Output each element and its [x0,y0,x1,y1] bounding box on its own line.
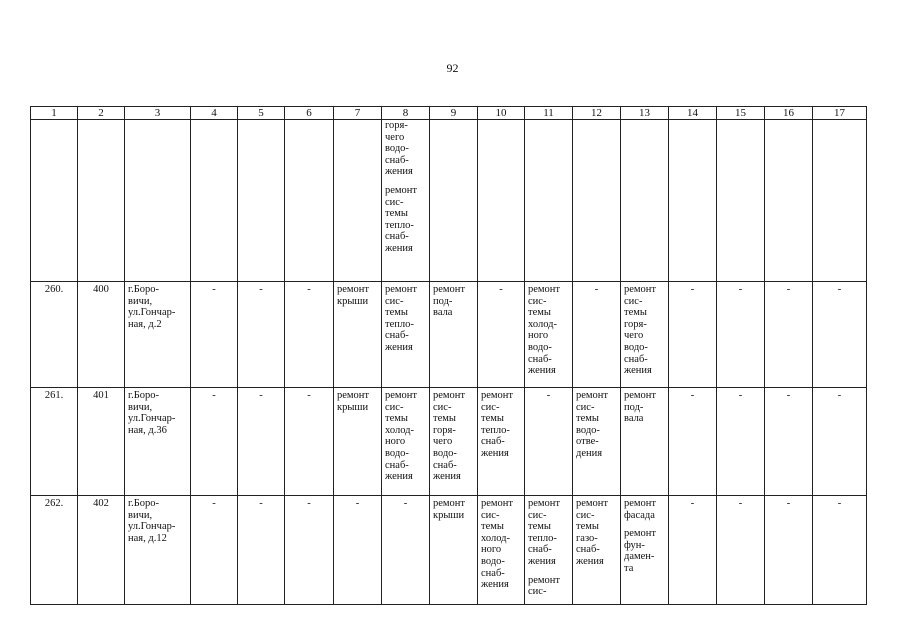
row-col-7: - [334,496,382,605]
column-number-16: 16 [765,107,813,120]
continuation-col-11 [525,120,573,282]
cell-line: фун- [624,539,645,551]
cell-line: ремонт [337,284,370,295]
row-code: 400 [78,282,125,388]
cell-line: чего [624,330,644,342]
continuation-col-5 [238,120,285,282]
table-row [31,388,867,496]
cell-line: сис- [481,509,500,521]
row-col-15: - [717,282,765,388]
cell-line: чего [433,436,453,448]
row-address [125,388,191,496]
cell-line: ремонт [385,184,418,196]
continuation-col-3 [125,120,191,282]
row-col-11 [525,496,573,605]
cell-line: сис- [433,401,452,413]
cell-line: снаб- [481,567,505,579]
column-number-9: 9 [430,107,478,120]
cell-line: ул.Гончар- [128,307,176,319]
cell-line: сис- [576,509,595,521]
continuation-col-9 [430,120,478,282]
row-col-5: - [238,496,285,605]
row-address [125,496,191,605]
row-number: 262. [31,496,78,605]
row-col-10 [478,388,525,496]
column-number-10: 10 [478,107,525,120]
cell-line: г.Боро- [128,284,160,295]
row-col-15: - [717,496,765,605]
continuation-col-15 [717,120,765,282]
continuation-col-14 [669,120,717,282]
row-col-16: - [765,282,813,388]
row-col-10 [478,496,525,605]
cell-line: темы [481,521,504,533]
cell-line: жения [385,242,413,254]
cell-line: ремонт [528,574,561,586]
cell-line: водо- [385,447,409,459]
cell-line: водо- [385,143,409,155]
cell-line: водо- [433,447,457,459]
cell-line: крыши [337,295,369,307]
cell-line: ремонт [624,498,657,509]
cell-line: ремонт [624,284,657,295]
table-row [31,496,867,605]
cell-line: крыши [433,509,465,521]
row-col-17: - [813,388,867,496]
continuation-col-4 [191,120,238,282]
cell-line: отве- [576,436,599,448]
continuation-col-8 [382,120,430,282]
column-number-6: 6 [285,107,334,120]
row-col-6: - [285,496,334,605]
column-number-15: 15 [717,107,765,120]
cell-line: жения [481,447,509,459]
cell-line: темы [624,307,647,319]
continuation-col-13 [621,120,669,282]
cell-line: темы [528,307,551,319]
cell-line: снаб- [576,544,600,556]
cell-line: сис- [385,196,404,208]
cell-line: ремонт [624,528,657,540]
row-col-13 [621,496,669,605]
row-col-13 [621,388,669,496]
row-col-4: - [191,388,238,496]
cell-line: горя- [433,424,456,436]
continuation-col-7 [334,120,382,282]
row-col-17: - [813,282,867,388]
column-number-4: 4 [191,107,238,120]
repair-schedule-table [30,106,867,605]
cell-line: темы [385,307,408,319]
cell-line: сис- [528,586,547,598]
cell-line: холод- [528,318,557,330]
cell-line: ная, д.36 [128,424,167,436]
row-address [125,282,191,388]
column-number-12: 12 [573,107,621,120]
column-number-13: 13 [621,107,669,120]
cell-line: горя- [624,318,647,330]
row-col-12 [573,496,621,605]
column-number-11: 11 [525,107,573,120]
cell-line: сис- [385,401,404,413]
continuation-col-1 [31,120,78,282]
column-number-3: 3 [125,107,191,120]
cell-line: ная, д.2 [128,318,162,330]
cell-line: чего [385,131,405,143]
cell-line: дамен- [624,551,655,563]
cell-line: ремонт [624,390,657,401]
row-col-16: - [765,496,813,605]
row-code: 402 [78,496,125,605]
continuation-col-16 [765,120,813,282]
cell-line: под- [624,401,644,413]
cell-line: ул.Гончар- [128,413,176,425]
column-number-5: 5 [238,107,285,120]
cell-line: жения [433,471,461,483]
row-col-6: - [285,388,334,496]
cell-line: сис- [385,295,404,307]
row-col-6: - [285,282,334,388]
cell-line: темы [433,413,456,425]
cell-line: сис- [624,295,643,307]
cell-line: под- [433,295,453,307]
cell-line: ная, д.12 [128,532,167,544]
table-row [31,282,867,388]
cell-line: та [624,562,634,574]
row-col-11: - [525,388,573,496]
cell-line: ремонт [576,390,609,401]
cell-line: ремонт [528,284,561,295]
cell-line: снаб- [385,231,409,243]
row-col-14: - [669,282,717,388]
cell-line: снаб- [385,459,409,471]
cell-line: снаб- [624,353,648,365]
row-col-10: - [478,282,525,388]
continuation-col-6 [285,120,334,282]
cell-line: снаб- [385,154,409,166]
row-col-14: - [669,388,717,496]
cell-line: снаб- [528,544,552,556]
cell-line: сис- [528,295,547,307]
cell-line: холод- [385,424,414,436]
row-col-12: - [573,282,621,388]
cell-line: вичи, [128,401,153,413]
row-col-12 [573,388,621,496]
cell-line: жения [385,471,413,483]
cell-line: темы [385,208,408,220]
cell-line: снаб- [433,459,457,471]
cell-line: ного [481,544,502,556]
cell-line: ремонт [576,498,609,509]
row-col-5: - [238,282,285,388]
column-number-7: 7 [334,107,382,120]
cell-line: ремонт [433,284,466,295]
cell-line: горя- [385,120,408,131]
cell-line: жения [385,341,413,353]
cell-line: ремонт [528,498,561,509]
cell-line: темы [481,413,504,425]
row-number: 260. [31,282,78,388]
cell-line: жения [528,555,556,567]
cell-line: вала [433,307,453,319]
row-col-16: - [765,388,813,496]
row-col-7 [334,388,382,496]
row-col-4: - [191,496,238,605]
cell-line: фасада [624,509,655,521]
cell-line: ремонт [433,498,466,509]
cell-line: ремонт [481,390,514,401]
cell-line: жения [385,166,413,178]
cell-line: дения [576,447,603,459]
cell-line: водо- [481,555,505,567]
continuation-col-17 [813,120,867,282]
cell-line: ремонт [433,390,466,401]
continuation-col-12 [573,120,621,282]
row-col-5: - [238,388,285,496]
cell-line: сис- [481,401,500,413]
cell-line: темы [528,521,551,533]
row-col-9 [430,282,478,388]
row-code: 401 [78,388,125,496]
cell-line: жения [576,555,604,567]
row-col-8: - [382,496,430,605]
cell-line: жения [624,365,652,377]
cell-line: ремонт [385,390,418,401]
cell-line: г.Боро- [128,498,160,509]
column-number-14: 14 [669,107,717,120]
cell-line: водо- [624,341,648,353]
cell-line: тепло- [385,318,414,330]
cell-line: ного [385,436,406,448]
row-col-8 [382,388,430,496]
column-number-17: 17 [813,107,867,120]
cell-line: ремонт [337,390,370,401]
row-col-7 [334,282,382,388]
cell-line: тепло- [481,424,510,436]
cell-line: сис- [576,401,595,413]
cell-line: снаб- [481,436,505,448]
row-col-11 [525,282,573,388]
cell-line: ул.Гончар- [128,521,176,533]
row-col-15: - [717,388,765,496]
column-number-row [31,107,867,120]
cell-line: тепло- [385,219,414,231]
cell-line: г.Боро- [128,390,160,401]
cell-line: темы [576,413,599,425]
cell-line: крыши [337,401,369,413]
cell-line: вала [624,413,644,425]
cell-line: водо- [576,424,600,436]
continuation-col-2 [78,120,125,282]
cell-line: снаб- [385,330,409,342]
row-col-8 [382,282,430,388]
cell-line: ного [528,330,549,342]
cell-line: жения [528,365,556,377]
column-number-2: 2 [78,107,125,120]
cell-line: тепло- [528,532,557,544]
cell-line: холод- [481,532,510,544]
cell-line: вичи, [128,295,153,307]
cell-line: ремонт [481,498,514,509]
continuation-row [31,120,867,282]
cell-line: сис- [528,509,547,521]
cell-line: жения [481,579,509,591]
column-number-1: 1 [31,107,78,120]
row-col-9 [430,388,478,496]
page-number: 92 [446,61,459,75]
row-col-4: - [191,282,238,388]
cell-line: ремонт [385,284,418,295]
row-col-17: - [813,496,867,605]
cell-line: темы [385,413,408,425]
cell-line: газо- [576,532,598,544]
cell-line: водо- [528,341,552,353]
cell-line: темы [576,521,599,533]
cell-line: вичи, [128,509,153,521]
cell-line: снаб- [528,353,552,365]
continuation-col-10 [478,120,525,282]
row-col-14: - [669,496,717,605]
column-number-8: 8 [382,107,430,120]
row-col-9 [430,496,478,605]
row-number: 261. [31,388,78,496]
row-col-13 [621,282,669,388]
